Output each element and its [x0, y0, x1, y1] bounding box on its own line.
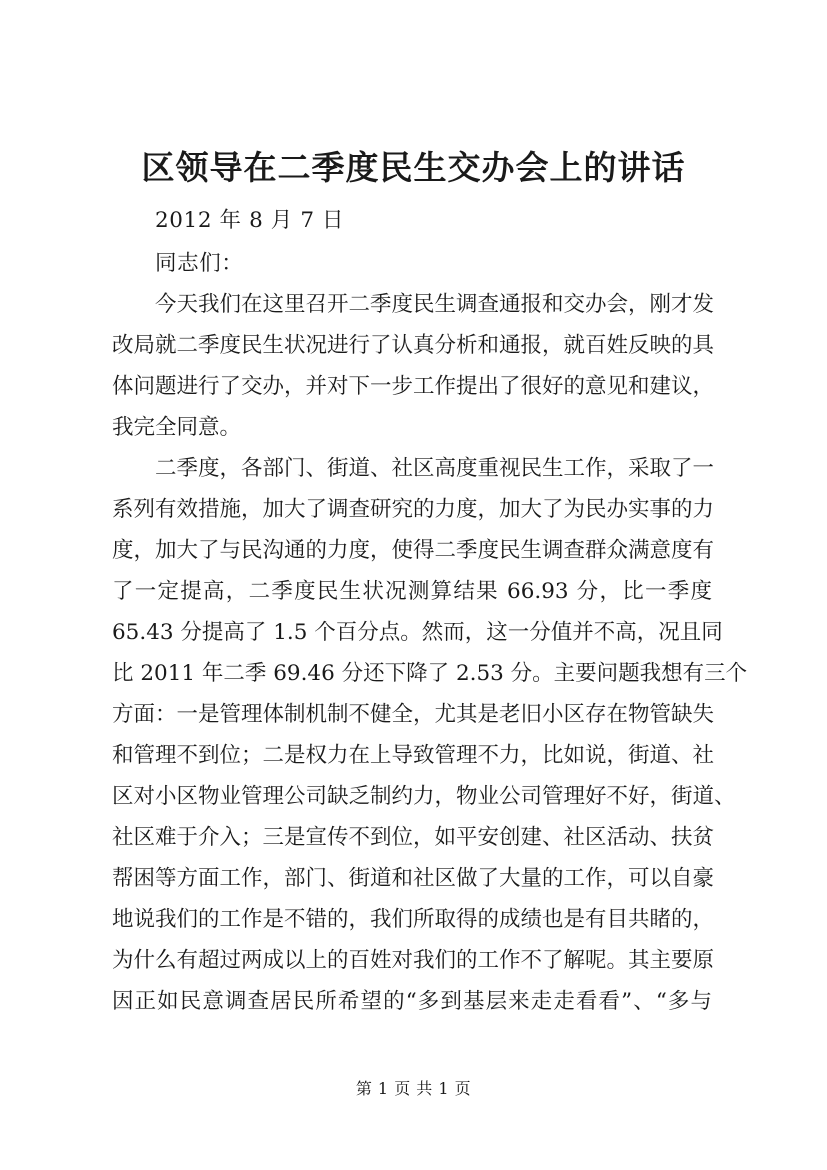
paragraph-2-line: 区对小区物业管理公司缺乏制约力，物业公司管理好不好，街道、: [112, 784, 736, 809]
paragraph-1-line: 体问题进行了交办，并对下一步工作提出了很好的意见和建议，: [112, 374, 715, 399]
paragraph-2-line: 社区难于介入；三是宣传不到位，如平安创建、社区活动、扶贫: [112, 825, 715, 850]
document-title: 区领导在二季度民生交办会上的讲话: [141, 148, 686, 187]
paragraph-2-line: 为什么有超过两成以上的百姓对我们的工作不了解呢。其主要原: [112, 948, 715, 973]
paragraph-2-line: 比 2011 年二季 69.46 分还下降了 2.53 分。主要问题我想有三个: [112, 661, 748, 686]
paragraph-1-line: 今天我们在这里召开二季度民生调查通报和交办会，刚才发: [155, 292, 715, 317]
paragraph-2-line: 度，加大了与民沟通的力度，使得二季度民生调查群众满意度有: [112, 538, 715, 563]
paragraph-2-line: 二季度，各部门、街道、社区高度重视民生工作，采取了一: [155, 456, 715, 481]
salutation: 同志们：: [155, 251, 244, 276]
paragraph-2-line: 方面：一是管理体制机制不健全，尤其是老旧小区存在物管缺失: [112, 702, 715, 727]
page-footer: 第 1 页 共 1 页: [355, 1079, 472, 1098]
paragraph-2-line: 帮困等方面工作，部门、街道和社区做了大量的工作，可以自豪: [112, 866, 715, 891]
paragraph-2-line: 65.43 分提高了 1.5 个百分点。然而，这一分值并不高，况且同: [112, 620, 723, 645]
paragraph-2-line: 系列有效措施，加大了调查研究的力度，加大了为民办实事的力: [112, 497, 715, 522]
paragraph-2-line: 了一定提高，二季度民生状况测算结果 66.93 分，比一季度: [112, 579, 712, 604]
paragraph-1-line: 我完全同意。: [112, 415, 242, 440]
paragraph-2-line: 和管理不到位；二是权力在上导致管理不力，比如说，街道、社: [112, 743, 715, 768]
paragraph-2-line: 地说我们的工作是不错的，我们所取得的成绩也是有目共睹的，: [112, 907, 715, 932]
paragraph-1-line: 改局就二季度民生状况进行了认真分析和通报，就百姓反映的具: [112, 333, 715, 358]
document-date: 2012 年 8 月 7 日: [155, 208, 345, 233]
paragraph-2-line: 因正如民意调查居民所希望的“多到基层来走走看看”、“多与: [112, 989, 712, 1014]
